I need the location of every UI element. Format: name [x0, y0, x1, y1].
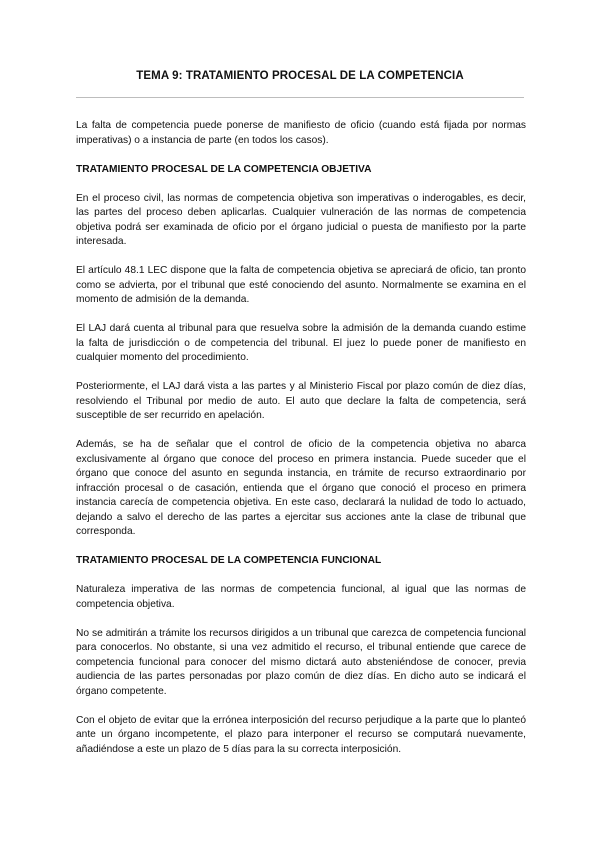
title-divider [76, 97, 524, 98]
paragraph: Naturaleza imperativa de las normas de competencia funcional, al igual que las normas de competencia objetiva. [76, 584, 526, 610]
document-body [76, 119, 526, 772]
section-heading-objetiva: TRATAMIENTO PROCESAL DE LA COMPETENCIA OBJETIVA [76, 163, 372, 175]
document-title: TEMA 9: TRATAMIENTO PROCESAL DE LA COMPETENCIA [136, 70, 464, 82]
paragraph: El artículo 48.1 LEC dispone que la falta de competencia objetiva se apreciará de oficio, tan pronto como se advierta, por el tribunal que esté conociendo del asunto. Normalmente se examina en el momento de admisión de la demanda. [76, 265, 526, 305]
intro-paragraph: La falta de competencia puede ponerse de manifiesto de oficio (cuando está fijada por normas imperativas) o a instancia de parte (en todos los casos). [76, 120, 526, 146]
paragraph: No se admitirán a trámite los recursos dirigidos a un tribunal que carezca de competencia funcional para conocerlos. No obstante, si una vez admitido el recurso, el tribunal entiende que carece de competencia funcional para conocer del mismo dictará auto absteniéndose de conocer, previa audiencia de las partes personadas por plazo común de diez días. En dicho auto se indicará el órgano competente. [76, 627, 526, 697]
paragraph: Posteriormente, el LAJ dará vista a las partes y al Ministerio Fiscal por plazo común de diez días, resolviendo el Tribunal por medio de auto. El auto que declare la falta de competencia, será susceptible de ser recurrido en apelación. [76, 381, 526, 421]
paragraph: Con el objeto de evitar que la errónea interposición del recurso perjudique a la parte que lo planteó ante un órgano incompetente, el plazo para interponer el recurso se computará nuevamente, añadiéndose a este un plazo de 5 días para la su correcta interposición. [76, 714, 526, 755]
paragraph: Además, se ha de señalar que el control de oficio de la competencia objetiva no abarca exclusivamente al órgano que conoce del proceso en primera instancia. Puede suceder que el órgano que conoce del asunto en segunda instancia, en trámite de recurso extraordinario por infracción procesal o de casación, entienda que el órgano que conoció el proceso en primera instancia carecía de competencia objetiva. En este caso, declarará la nulidad de todo lo actuado, dejando a salvo el derecho de las partes a ejercitar sus acciones ante la clase de tribunal que corresponda. [76, 439, 526, 537]
paragraph: En el proceso civil, las normas de competencia objetiva son imperativas o inderogables, es decir, las partes del proceso deben aplicarlas. Cualquier vulneración de las normas de competencia objetiva podrá ser examinada de oficio por el órgano judicial o puesta de manifiesto por la parte interesada. [76, 192, 526, 247]
paragraph: El LAJ dará cuenta al tribunal para que resuelva sobre la admisión de la demanda cuando estime la falta de jurisdicción o de competencia del tribunal. El juez lo puede poner de manifiesto en cualquier momento del procedimiento. [76, 323, 526, 363]
section-heading-funcional: TRATAMIENTO PROCESAL DE LA COMPETENCIA FUNCIONAL [76, 555, 382, 566]
